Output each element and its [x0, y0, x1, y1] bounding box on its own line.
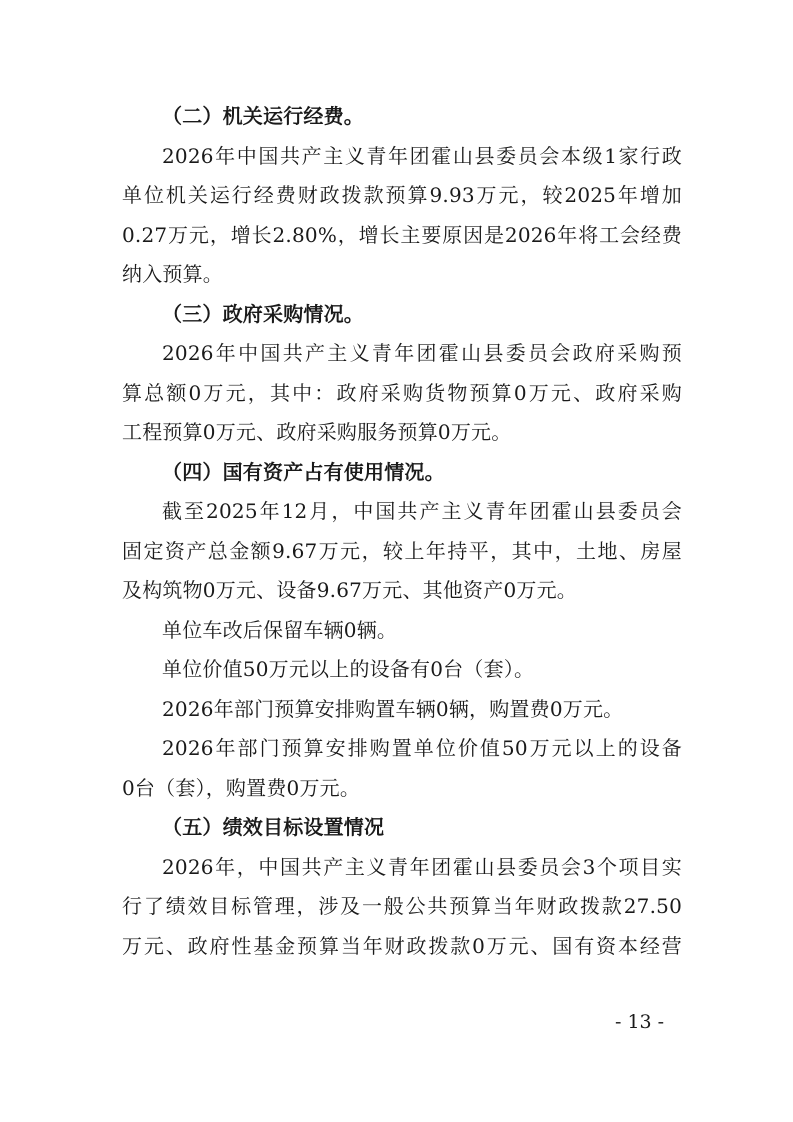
paragraph-line: 工程预算0万元、政府采购服务预算0万元。: [122, 420, 512, 444]
paragraph-line: 单位机关运行经费财政拨款预算9.93万元，较2025年增加: [122, 183, 682, 207]
paragraph-line: 2026年中国共产主义青年团霍山县委员会本级1家行政: [162, 143, 682, 168]
paragraph-line: 纳入预算。: [122, 262, 223, 286]
paragraph-line: 2026年部门预算安排购置单位价值50万元以上的设备: [162, 736, 682, 760]
section-heading-government-procurement: （三）政府采购情况。: [162, 301, 364, 326]
document-body: [122, 97, 682, 966]
paragraph-line: 2026年中国共产主义青年团霍山县委员会政府采购预: [162, 341, 682, 365]
section-heading-state-assets: （四）国有资产占有使用情况。: [162, 459, 445, 484]
paragraph-line: 截至2025年12月，中国共产主义青年团霍山县委员会: [162, 499, 682, 523]
section-heading-operating-costs: （二）机关运行经费。: [162, 104, 364, 128]
paragraph-line: 万元、政府性基金预算当年财政拨款0万元、国有资本经营: [122, 933, 682, 958]
paragraph-line: 0.27万元，增长2.80%，增长主要原因是2026年将工会经费: [122, 222, 682, 247]
paragraph-line: 单位价值50万元以上的设备有0台（套）。: [162, 657, 535, 681]
paragraph-line: 2026年部门预算安排购置车辆0辆，购置费0万元。: [162, 696, 624, 721]
page-number: - 13 -: [615, 1011, 665, 1033]
section-heading-performance-goals: （五）绩效目标设置情况: [162, 815, 385, 839]
paragraph-line: 算总额0万元，其中：政府采购货物预算0万元、政府采购: [122, 380, 682, 405]
paragraph-line: 2026年，中国共产主义青年团霍山县委员会3个项目实: [162, 854, 682, 879]
paragraph-line: 行了绩效目标管理，涉及一般公共预算当年财政拨款27.50: [122, 894, 682, 918]
paragraph-line: 单位车改后保留车辆0辆。: [162, 617, 398, 642]
paragraph-line: 及构筑物0万元、设备9.67万元、其他资产0万元。: [122, 578, 577, 602]
paragraph-line: 固定资产总金额9.67万元，较上年持平，其中，土地、房屋: [122, 538, 682, 563]
paragraph-line: 0台（套），购置费0万元。: [122, 775, 361, 800]
